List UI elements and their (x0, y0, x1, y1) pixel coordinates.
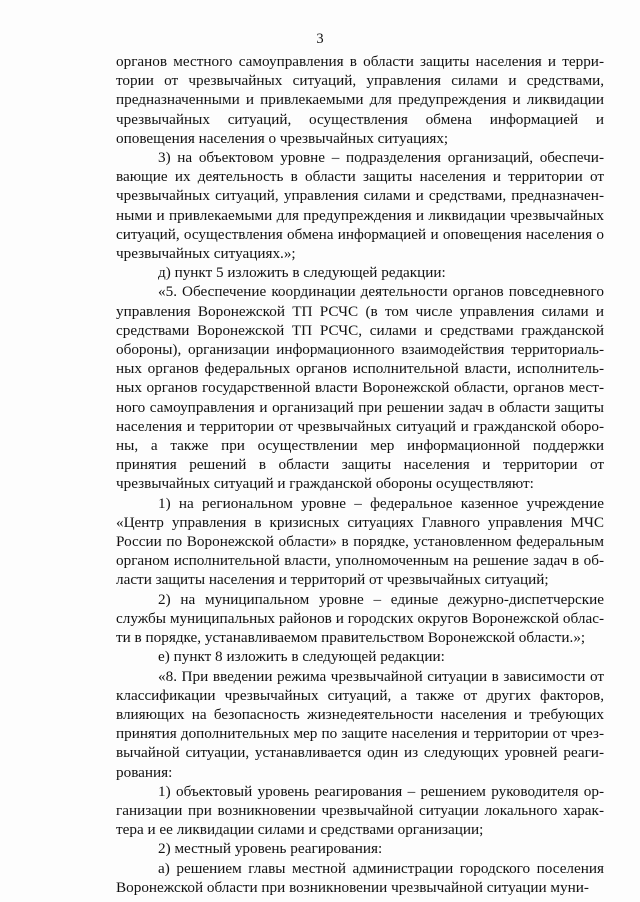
paragraph-sub-a: а) решением главы местной администрации городского поселения Воронежской области при возникновении чрезвычайной ситуации муни- (116, 859, 604, 896)
paragraph-point-8: «8. При введении режима чрезвычайной ситуации в зависимости от классификации чрезвычайных ситуаций, а также от других факторов, влияющих на безопасность жизнедеятельности населения и требующих принятия дополнительных мер по защите населения и территории от чрезвычайной ситуации, устанавливается один из следующих уровней реагирования: (116, 667, 604, 781)
paragraph-municipal-level: 2) на муниципальном уровне – единые дежурно-диспетчерские службы муниципальных районов и городских округов Воронежской области в порядке, устанавливаемом правительством Воронежской области.»; (116, 590, 604, 647)
paragraph-local-level: 2) местный уровень реагирования: (158, 840, 383, 858)
page-number: 3 (316, 31, 324, 47)
paragraph-amendment-d: д) пункт 5 изложить в следующей редакции: (158, 264, 446, 282)
paragraph-continuation: органов местного самоуправления в области защиты населения и территории от чрезвычайных ситуаций, управления силами и средствами, предназначенными и привлекаемыми для предупреждения и ликвидации чрезвычайных ситуаций, осуществления обмена информацией и оповещения населения о чрезвычайных ситуациях; (116, 53, 604, 147)
paragraph-amendment-e: е) пункт 8 изложить в следующей редакции: (158, 648, 445, 666)
document-body (116, 52, 604, 897)
paragraph-regional-level: 1) на региональном уровне – федеральное казенное учреждение «Центр управления в кризисных ситуациях Главного управления МЧС России по Воронежской области» в порядке, установленном федеральным органом исполнительной власти, уполномоченным на решение задач в области защиты населения и территорий от чрезвычайных ситуаций; (116, 494, 604, 589)
paragraph-item-3: 3) на объектовом уровне – подразделения организаций, обеспечивающие их деятельность в области защиты населения и территории от чрезвычайных ситуаций, управления силами и средствами, предназначенными и привлекаемыми для предупреждения и ликвидации чрезвычайных ситуаций, осуществления обмена информацией и оповещения населения о чрезвычайных ситуациях.»; (116, 149, 604, 263)
paragraph-object-level: 1) объектовый уровень реагирования – решением руководителя организации при возникновении чрезвычайной ситуации локального характера и ее ликвидации силами и средствами организации; (116, 782, 604, 839)
paragraph-point-5: «5. Обеспечение координации деятельности органов повседневного управления Воронежской ТП РСЧС (в том числе управления силами и средствами Воронежской ТП РСЧС, силами и средствами гражданской обороны), организации информационного взаимодействия территориальных органов федеральных органов исполнительной власти, исполнительных органов государственной власти Воронежской области, органов местного самоуправления и организаций при решении задач в области защиты населения и территории от чрезвычайных ситуаций и гражданской обороны, а также при осуществлении мер информационной поддержки принятия решений в области защиты населения и территории от чрезвычайных ситуаций и гражданской обороны осуществляют: (116, 283, 604, 493)
